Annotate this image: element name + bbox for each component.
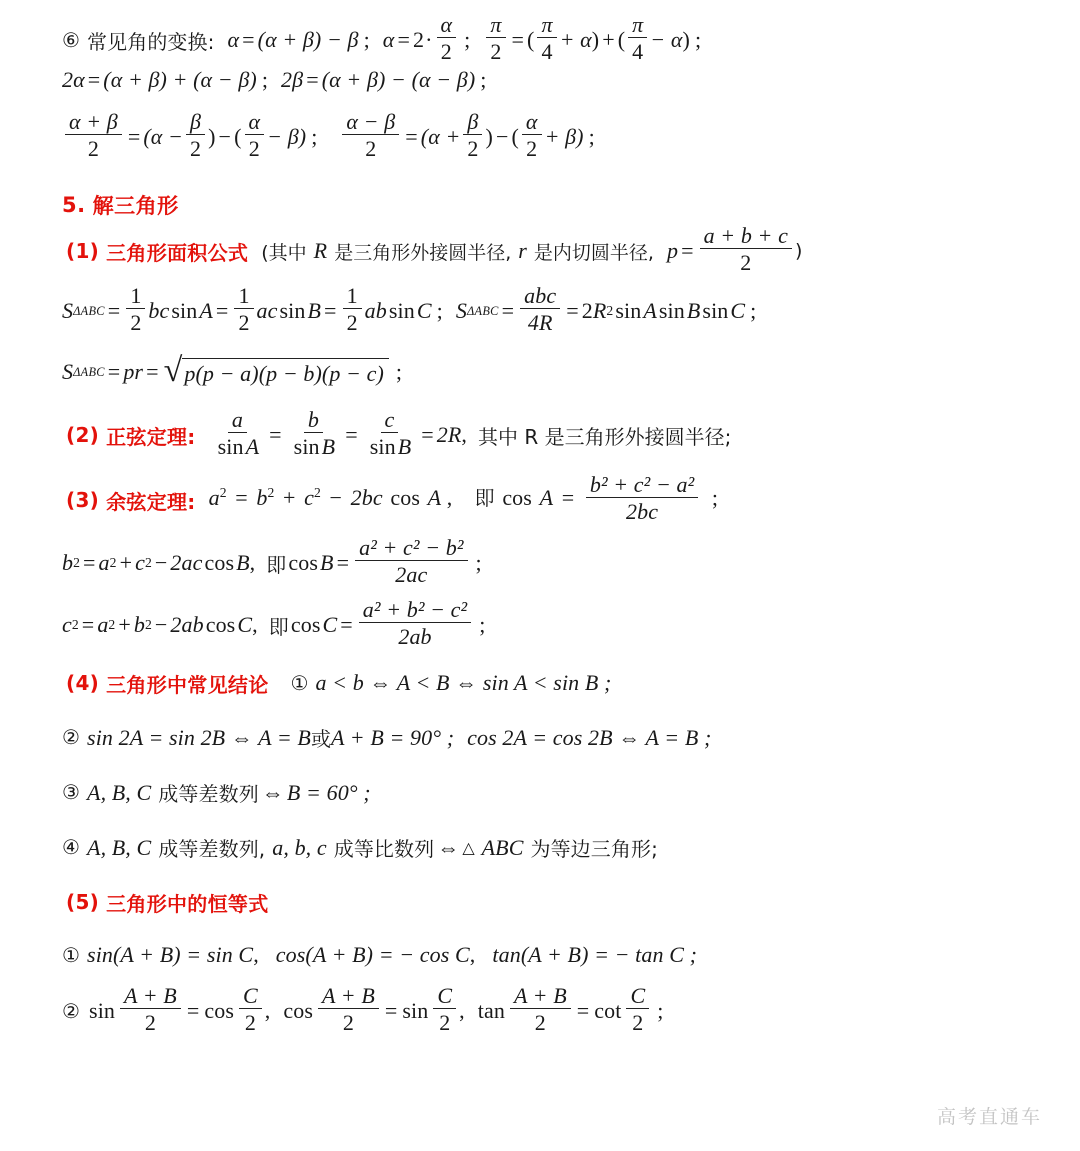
area-term3-fn: sin (388, 298, 415, 323)
cos2-res-arg: B (320, 550, 334, 575)
identity-item-2-row: ② sin $\frac{A + B}{2}$ = cos $\frac{C}{2}$ , cos $\frac{A + B}{2}$ = sin $\frac{C}{2}$ , tan $\frac{A + B}{2}$ = cot $\frac{C}{2}$ ; (62, 983, 664, 1036)
sines-fraction-b (288, 408, 340, 458)
area-note-equals: = (681, 238, 694, 263)
cos3-t1-exp: 2 (108, 617, 116, 632)
eq6-t1-close: ) (208, 124, 216, 149)
area-term2-body: ac (256, 298, 278, 323)
area-half1-den: 2 (130, 310, 142, 336)
sines-c-den-fn: sin (369, 434, 396, 460)
section-title: 解三角形 (92, 194, 179, 218)
area-formula-equation-1: S ΔABC = $\frac{1}{2}$ bc sin A = $\frac{1}{2}$ ac sin B = $\frac{1}{2}$ ab sin C ; S ΔABC = $\frac{\text{abc}}{4R}$ = 2 R 2 sin A sin B sin C ; (62, 283, 757, 336)
cosines-row-2: b 2 = a 2 + c 2 − 2ac cos B , 即 cos B = $\frac{\text{a² + c² − b²}}{2ac}$ ; (62, 535, 482, 588)
eq6-t2-fraction (245, 110, 265, 160)
cos2-then: 即 (266, 552, 287, 577)
eq3-t2-addend: − α (650, 27, 683, 52)
eq7-t2-denominator: 2 (526, 136, 538, 162)
cos1-then: 即 (474, 486, 495, 511)
eq3-t1-denominator: 4 (541, 39, 553, 65)
eq7-t2-open: ( (511, 124, 519, 149)
heron-S-symbol: S (62, 359, 74, 384)
conclusion3-vars: A, B, C (87, 779, 152, 805)
identity2-res-fraction-2 (433, 984, 456, 1034)
sines-b-num: b (304, 408, 323, 433)
cos3-lhs-exp: 2 (71, 617, 79, 632)
area-half3-den: 2 (346, 310, 358, 336)
conclusion-item-4-row (0, 820, 1080, 875)
identity2-res-fn-3: cot (594, 998, 622, 1023)
area-term1-fn: sin (171, 298, 198, 323)
conclusion-marker-2: ② (62, 727, 81, 749)
cos2-t1-base: a (98, 550, 110, 575)
area-half2-num: 1 (234, 284, 253, 309)
sines-b-den-fn: sin (293, 434, 320, 460)
cos2-fn: cos (204, 550, 235, 575)
subsection-law-of-cosines (0, 468, 1080, 532)
cos2-t2-base: c (135, 550, 145, 575)
cos3-product: 2ab (170, 612, 204, 637)
sines-result-2R: 2R (436, 422, 462, 447)
identities-title: 三角形中的恒等式 (106, 891, 269, 916)
cos3-res-arg: C (322, 612, 338, 637)
identity2-den-1: 2 (144, 1010, 156, 1036)
conclusion2-part3: cos 2A = cos 2B ⇔ A = B ; (467, 724, 712, 750)
cos3-res-fn: cos (290, 612, 321, 637)
cos1-t2-exp: 2 (314, 484, 321, 500)
area-term3-body: ab (364, 298, 387, 323)
identity2-arg-fraction-3 (510, 984, 571, 1034)
sines-c-den (364, 433, 416, 458)
eq3-t2-denominator: 4 (632, 39, 644, 65)
cos1-lhs-base: a (208, 485, 220, 511)
cos3-then: 即 (268, 614, 289, 639)
watermark: 高考直通车 (936, 1106, 1042, 1128)
cos3-arg: C (237, 612, 253, 637)
heron-radicand: p(p − a)(p − b)(p − c) (182, 358, 388, 387)
section-heading-solve-triangle (0, 170, 1080, 222)
area-note-p: p (666, 238, 679, 263)
conclusion-item-3-row (0, 765, 1080, 820)
identity2-arg-fraction-1 (120, 984, 181, 1034)
eq4-rhs: (α + β) + (α − β) (103, 67, 257, 92)
sines-c-num: c (381, 408, 399, 433)
eq7-t1-close: ) (485, 124, 493, 149)
eq7-lhs-fraction (342, 110, 399, 160)
conclusion-item-2-row (0, 710, 1080, 765)
sines-c-den-arg: B (397, 434, 412, 460)
eq6-t2-denominator: 2 (248, 136, 260, 162)
identity2-res-fraction-3 (626, 984, 649, 1034)
eq3-lhs-fraction (486, 13, 505, 63)
eq3-lhs-denominator: 2 (490, 39, 502, 65)
area-half2-den: 2 (238, 310, 250, 336)
area-formula-number: (1) (66, 239, 100, 263)
conclusion-marker-4: ④ (62, 837, 81, 859)
identity2-res-num-2: C (433, 984, 456, 1009)
cos1-t1-base: b (256, 485, 268, 511)
cos2-arg: B (236, 550, 250, 575)
cos1-res-fn: cos (502, 485, 532, 511)
identity2-res-num-1: C (239, 984, 262, 1009)
area-2R2-exp: 2 (606, 303, 614, 318)
subsection-law-of-sines: (2) 正弦定理: $\frac{a}{\sin A}$ = $\frac{b}{\sin B}$ = $\frac{c}{\sin B}$ = 2R , 其中 R 是三角形外接圆半径; (66, 407, 732, 460)
cos2-result-den: 2ac (395, 562, 428, 588)
sines-fraction-c (364, 408, 416, 458)
cos2-t1-exp: 2 (109, 555, 117, 570)
eq1-lhs: α (227, 27, 240, 52)
cos3-t2-exp: 2 (144, 617, 152, 632)
area-note-mid-1: 是三角形外接圆半径, (334, 241, 512, 264)
area-note-open: (其中 (261, 241, 307, 264)
sines-a-num: a (228, 408, 247, 433)
area-sinA-fn: sin (615, 298, 642, 323)
area-note-close: ) (794, 240, 803, 262)
subsection-identities-heading (0, 875, 1080, 929)
eq6-t2-numerator: α (245, 110, 265, 135)
law-of-cosines-title: 余弦定理: (106, 489, 196, 514)
area-term2-fn: sin (279, 298, 306, 323)
area-formula-title: 三角形面积公式 (106, 240, 249, 265)
eq4-lhs: 2α (62, 67, 85, 92)
identity1-eq-1: sin(A + B) = sin C (87, 942, 254, 967)
identity1-eq-3: tan(A + B) = − tan C ; (492, 942, 697, 967)
sines-a-den (212, 433, 264, 458)
cos2-product: 2ac (170, 550, 203, 575)
eq7-t1-numerator: β (463, 110, 482, 135)
area-half1-num: 1 (126, 284, 145, 309)
cos3-t1-base: a (97, 612, 109, 637)
cos1-result-den: 2bc (626, 499, 659, 525)
eq1-rhs: (α + β) − β (257, 27, 359, 52)
area-S2-subscript: ΔABC (466, 303, 499, 318)
identity2-res-num-3: C (626, 984, 649, 1009)
cos1-product: 2bc (350, 485, 383, 511)
cosines-row-1: $a^2 = b^2 + c^2 - 2bc$ cos A , 即 cos A = $\frac{\text{b² + c² − a²}}{2bc}$ ; (208, 472, 719, 525)
angle-transform-line-3: $\frac{\alpha + \beta}{2}$ = (α − $\frac{\beta}{2}$ ) − ( $\frac{\alpha}{2}$ − β) ; $\frac{\alpha - \beta}{2}$ = (α + $\frac{\beta}{2}$ ) − ( $\frac{\alpha}{2}$ + β) ; (0, 104, 1080, 170)
identity-marker-2: ② (62, 1000, 81, 1023)
sines-b-den (288, 433, 340, 458)
eq6-t1-open: (α − (143, 124, 183, 149)
eq7-t1-fraction (463, 110, 482, 160)
eq3-t1-addend: + α (559, 27, 592, 52)
eq6-numerator: α + β (65, 110, 122, 135)
identity2-num-1: A + B (120, 984, 181, 1009)
area-2R2-coef: 2 (581, 298, 593, 323)
eq3-term1-fraction (537, 13, 556, 63)
eq6-t1-fraction (186, 110, 205, 160)
conclusion3-text: 成等差数列 (158, 782, 259, 806)
area-sinC-fn: sin (702, 298, 729, 323)
law-of-sines-note: 其中 R 是三角形外接圆半径; (478, 424, 732, 449)
cos1-lhs-exp: 2 (219, 484, 227, 500)
triangle-icon: △ (462, 839, 475, 857)
identity-item-1-row: ① sin(A + B) = sin C , cos(A + B) = − cos C , tan(A + B) = − tan C ; (62, 942, 697, 967)
sines-a-den-fn: sin (217, 434, 244, 460)
law-of-sines-title: 正弦定理: (106, 424, 196, 449)
conclusion2-part2: A + B = 90° ; (331, 724, 455, 750)
cos3-fn: cos (205, 612, 236, 637)
eq6-lhs-fraction (65, 110, 122, 160)
identity2-den-2: 2 (342, 1010, 354, 1036)
identity2-res-den-3: 2 (632, 1010, 644, 1036)
identity2-arg-fraction-2 (318, 984, 379, 1034)
identity2-res-den-1: 2 (244, 1010, 256, 1036)
eq5-rhs: (α + β) − (α − β) (321, 67, 476, 92)
radical-sign-icon: √ (163, 351, 183, 389)
conclusion4-text-3: 为等边三角形; (530, 837, 658, 861)
cos2-result-fraction (355, 536, 467, 586)
conclusion4-vars-1: A, B, C (87, 834, 152, 860)
eq3-t1-numerator: π (537, 13, 556, 38)
law-of-sines-number: (2) (66, 423, 100, 447)
angle-transform-label: 常见角的变换: (87, 29, 215, 54)
area-abc-den: 4R (527, 310, 553, 336)
identity-marker-1: ① (62, 944, 81, 967)
area-sinB-fn: sin (658, 298, 685, 323)
area-2R2-base: R (592, 298, 607, 323)
eq2-numerator: α (437, 13, 457, 38)
angle-transform-line-2: 2α = (α + β) + (α − β) ; 2β = (α + β) − (α − β) ; (62, 67, 487, 92)
eq7-numerator: α − β (342, 110, 399, 135)
area-abc-over-4R (520, 284, 560, 334)
cos2-t2-exp: 2 (144, 555, 152, 570)
eq7-t2-fraction (522, 110, 542, 160)
cos3-t2-base: b (133, 612, 145, 637)
area-half-3 (343, 284, 362, 334)
eq7-t2-numerator: α (522, 110, 542, 135)
identity2-res-den-2: 2 (439, 1010, 451, 1036)
law-of-cosines-number: (3) (66, 488, 100, 512)
conclusion4-vars-2: a, b, c (272, 834, 327, 860)
area-half3-num: 1 (343, 284, 362, 309)
identity2-fn-3: tan (477, 998, 505, 1023)
eq3-term2-fraction (628, 13, 647, 63)
area-term2-arg: B (307, 298, 322, 323)
section-number: 5. (62, 193, 86, 217)
area-half-2 (234, 284, 253, 334)
identity2-res-fn-1: cos (204, 998, 234, 1023)
conclusion-marker-3: ③ (62, 782, 81, 804)
conclusion-item-1: a < b ⇔ A < B ⇔ sin A < sin B ; (315, 670, 612, 695)
area-half-1 (126, 284, 145, 334)
identity2-num-3: A + B (510, 984, 571, 1009)
eq2-fraction (437, 13, 457, 63)
area-sinC-arg: C (730, 298, 746, 323)
identity2-fn-2: cos (283, 998, 314, 1023)
identities-number: (5) (66, 890, 100, 914)
subsection-area-formula-heading (0, 222, 1080, 280)
eq6-t1-denominator: 2 (190, 136, 202, 162)
conclusion4-arrow: ⇔ (437, 834, 460, 860)
cos3-result-num: a² + b² − c² (359, 598, 471, 623)
conclusion4-text-1: 成等差数列, (158, 837, 266, 861)
cos1-res-arg: A (539, 485, 554, 511)
area-note-p-numerator: a + b + c (700, 224, 792, 249)
identity2-num-2: A + B (318, 984, 379, 1009)
area-S-subscript: ΔABC (73, 303, 105, 318)
identity2-res-fraction-1 (239, 984, 262, 1034)
eq2-denominator: 2 (440, 39, 452, 65)
area-sinA-arg: A (643, 298, 657, 323)
cos3-result-fraction (359, 598, 471, 648)
cos1-result-fraction (586, 473, 698, 523)
area-note-p-fraction (700, 224, 792, 274)
area-term1-body: bc (148, 298, 170, 323)
eq2-dot: · (425, 27, 433, 52)
cos2-res-fn: cos (288, 550, 319, 575)
cos3-result-den: 2ab (398, 624, 432, 650)
conclusions-number: (4) (66, 671, 100, 695)
cos1-fn: cos (390, 485, 420, 511)
eq6-t1-numerator: β (186, 110, 205, 135)
eq7-t1-denominator: 2 (467, 136, 479, 162)
cos1-result-num: b² + c² − a² (586, 473, 698, 498)
conclusion4-abc: ABC (481, 834, 524, 860)
eq3-t2-numerator: π (628, 13, 647, 38)
conclusion4-text-2: 成等比数列 (333, 837, 435, 861)
area-note-r: r (518, 238, 527, 263)
area-S-symbol: S (62, 298, 74, 323)
cos1-t2-base: c (304, 485, 315, 511)
sines-b-den-arg: B (321, 434, 336, 460)
eq2-coef: 2 (412, 27, 425, 52)
area-abc-num: abc (520, 284, 560, 309)
item-marker-6: ⑥ (62, 29, 81, 52)
identity2-den-3: 2 (534, 1010, 546, 1036)
angle-transform-line-1: ⑥ 常见角的变换: α = (α + β) − β ; α = 2 · $\frac{\alpha}{2}$ ; $\frac{\pi}{2}$ = ( $\frac{\pi}{4}$ + α ) + ( $\frac{\pi}{4}$ − α ) ; (62, 12, 702, 65)
sines-fraction-a (212, 408, 264, 458)
cos2-lhs-base: b (62, 550, 74, 575)
heron-S-subscript: ΔABC (73, 364, 105, 379)
eq7-t2-close: + β) (544, 124, 584, 149)
eq2-lhs: α (382, 27, 395, 52)
cos3-lhs-base: c (62, 612, 72, 637)
conclusion3-result: B = 60° ; (286, 779, 371, 805)
sines-a-den-arg: A (245, 434, 260, 460)
area-S2-symbol: S (455, 298, 467, 323)
cos1-arg: A (427, 485, 442, 511)
cosines-row-3: c 2 = a 2 + b 2 − 2ab cos C , 即 cos C = $\frac{\text{a² + b² − c²}}{2ab}$ ; (62, 597, 486, 650)
area-formula-equation-2-heron: S ΔABC = pr = √ p(p − a)(p − b)(p − c) ; (62, 351, 403, 389)
area-note-R: R (313, 238, 328, 263)
area-term1-arg: A (199, 298, 213, 323)
cos2-lhs-exp: 2 (73, 555, 81, 570)
eq6-t2-open: ( (234, 124, 242, 149)
eq6-denominator: 2 (87, 136, 99, 162)
cos1-t1-exp: 2 (267, 484, 275, 500)
eq3-lhs-numerator: π (486, 13, 505, 38)
area-note-p-denominator: 2 (740, 250, 752, 276)
area-note-mid-2: 是内切圆半径, (533, 241, 654, 264)
subsection-common-conclusions (0, 656, 1080, 710)
area-term3-arg: C (416, 298, 432, 323)
area-sinB-arg: B (686, 298, 701, 323)
identity2-res-fn-2: sin (402, 998, 429, 1023)
eq5-lhs: 2β (281, 67, 304, 92)
conclusions-title: 三角形中常见结论 (106, 672, 269, 697)
heron-pr: pr (123, 359, 144, 384)
cos2-result-num: a² + c² − b² (355, 536, 467, 561)
conclusion2-or: 或 (310, 727, 332, 751)
eq7-t1-open: (α + (420, 124, 461, 149)
eq6-t2-close: − β) (267, 124, 307, 149)
conclusion3-arrow: ⇔ (261, 779, 284, 805)
conclusion-marker-1: ① (290, 672, 309, 695)
identity2-fn-1: sin (89, 998, 116, 1023)
heron-radical (163, 351, 389, 389)
conclusion2-part1: sin 2A = sin 2B ⇔ A = B (87, 724, 311, 750)
identity1-eq-2: cos(A + B) = − cos C (275, 942, 470, 967)
eq7-denominator: 2 (365, 136, 377, 162)
